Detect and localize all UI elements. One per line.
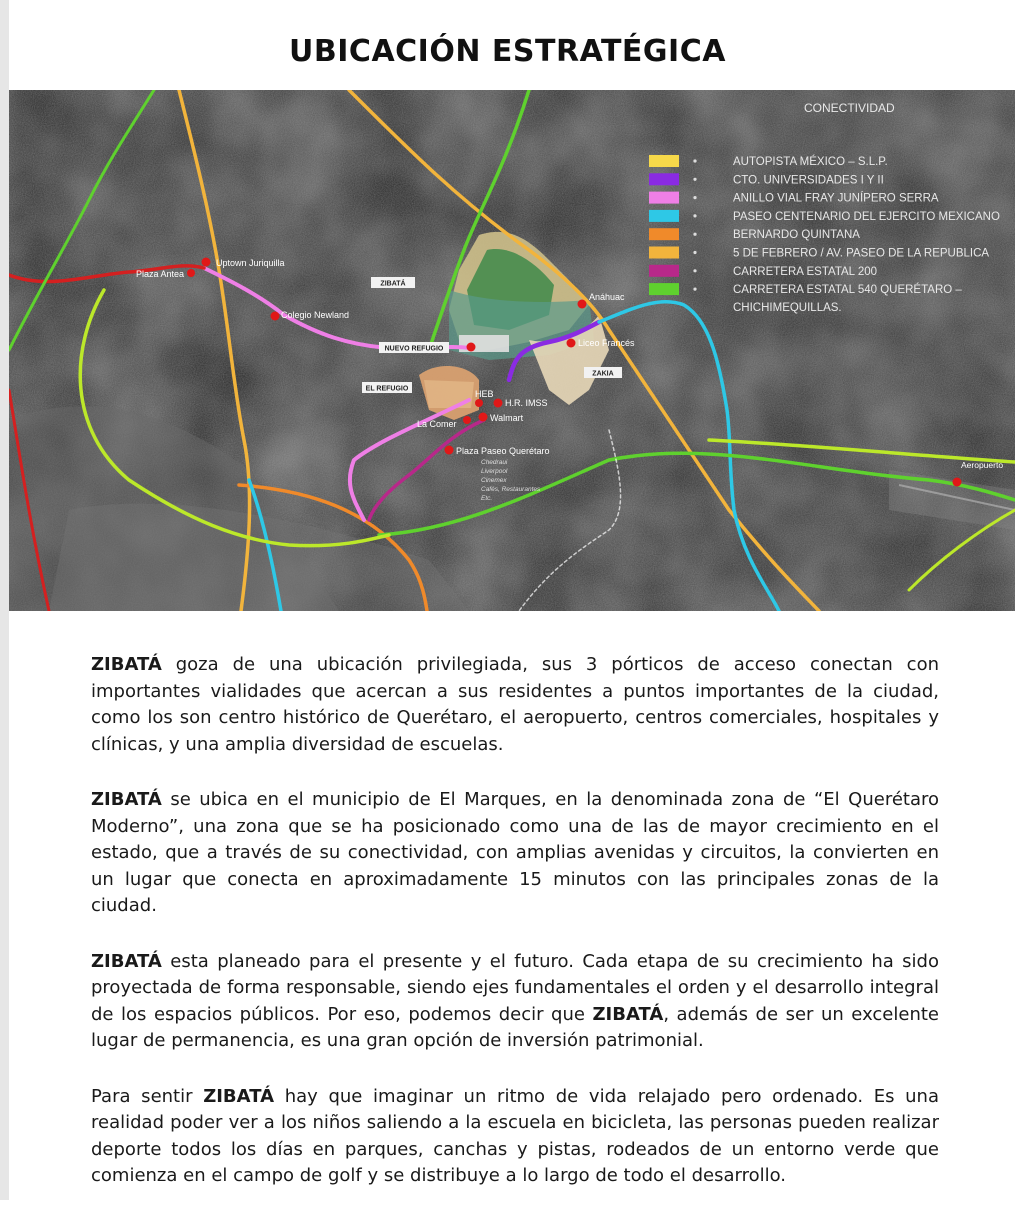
- place-newland: Colegio Newland: [281, 310, 350, 320]
- legend-swatch: [649, 210, 679, 222]
- legend-label: ANILLO VIAL FRAY JUNÍPERO SERRA: [733, 192, 939, 205]
- legend-label: PASEO CENTENARIO DEL EJERCITO MEXICANO: [733, 210, 1000, 223]
- legend-bullet: [693, 214, 696, 217]
- zone-tag-nuevo-refugio: [379, 342, 449, 353]
- body-text: [91, 652, 939, 1219]
- paseo-sub-item: Etc.: [481, 495, 493, 502]
- legend-swatch: [649, 265, 679, 277]
- zone-label-zakia: ZAKIA: [592, 370, 614, 378]
- paseo-sub-item: Cafés, Restaurantes: [481, 486, 541, 493]
- legend-label: AUTOPISTA MÉXICO – S.L.P.: [733, 156, 888, 168]
- legend-swatch: [649, 173, 679, 185]
- marker-uptown: [202, 258, 211, 267]
- legend-swatch: [649, 192, 679, 204]
- marker-antea: [187, 269, 195, 277]
- legend-label: BERNARDO QUINTANA: [733, 229, 860, 242]
- page-edge: [0, 0, 9, 1200]
- zone-label-nuevo-refugio: NUEVO REFUGIO: [384, 345, 444, 353]
- place-anahuac: Anáhuac: [589, 292, 625, 302]
- zone-tag-zibata: [371, 277, 415, 288]
- paragraph-4: Para sentir ZIBATÁ hay que imaginar un ritmo de vida relajado pero ordenado. Es una realidad poder ver a los niños saliendo a la escuela en bicicleta, las personas pueden realizar deporte todos los días en parques, canchas y pistas, rodeados de un entorno verde que comienza en el campo de golf y se distribuye a lo largo de todo el desarrollo.: [91, 1085, 939, 1186]
- paseo-sub-item: Liverpool: [481, 468, 508, 475]
- marker-nuevo-refugio: [467, 343, 476, 352]
- paragraph-3: ZIBATÁ esta planeado para el presente y el futuro. Cada etapa de su crecimiento ha sido proyectada de forma responsable, siendo ejes fundamentales el orden y el desarrollo integral de los espacios públicos. Por eso, podemos decir que ZIBATÁ, además de ser un excelente lugar de permanencia, es una gran opción de inversión patrimonial.: [91, 950, 939, 1051]
- legend-label: 5 DE FEBRERO / AV. PASEO DE LA REPUBLICA: [733, 247, 990, 260]
- marker-aeropuerto: [953, 478, 962, 487]
- place-liceo: Liceo Francés: [578, 338, 635, 348]
- marker-walmart: [479, 413, 488, 422]
- legend-title: CONECTIVIDAD: [804, 101, 895, 115]
- place-aeropuerto: Aeropuerto: [961, 460, 1004, 470]
- marker-heb: [475, 399, 483, 407]
- paseo-sub-item: Chedraui: [481, 459, 508, 466]
- paragraph-1: ZIBATÁ goza de una ubicación privilegiada, sus 3 pórticos de acceso conectan con importantes vialidades que acercan a sus residentes a puntos importantes de la ciudad, como los son centro histórico de Querétaro, el aeropuerto, centros comerciales, hospitales y clínicas, y una amplia diversidad de escuelas.: [91, 654, 939, 755]
- marker-lacomer: [463, 416, 471, 424]
- marker-liceo: [567, 339, 576, 348]
- legend-swatch: [649, 247, 679, 259]
- place-lacomer: La Comer: [417, 419, 457, 429]
- legend-bullet: [693, 178, 696, 181]
- zone-label-el-refugio: EL REFUGIO: [365, 385, 409, 393]
- marker-paseo: [445, 446, 454, 455]
- zone-label-zibata: ZIBATÁ: [380, 280, 406, 288]
- zone-tag-el-refugio: [362, 382, 412, 393]
- legend-label: CARRETERA ESTATAL 540 QUERÉTARO –: [733, 284, 962, 297]
- place-paseo: Plaza Paseo Querétaro: [456, 446, 550, 456]
- place-heb: HEB: [475, 389, 494, 399]
- legend-label-continued: CHICHIMEQUILLAS.: [733, 302, 842, 315]
- place-walmart: Walmart: [490, 413, 524, 423]
- place-antea: Plaza Antea: [136, 269, 185, 279]
- legend-bullet: [693, 159, 696, 162]
- connectivity-map: [9, 90, 1015, 611]
- marker-newland: [271, 312, 280, 321]
- marker-imss: [494, 399, 503, 408]
- legend-bullet: [693, 269, 696, 272]
- legend-label: CTO. UNIVERSIDADES I Y II: [733, 174, 884, 187]
- legend-swatch: [649, 283, 679, 295]
- marker-anahuac: [578, 300, 587, 309]
- page-title: UBICACIÓN ESTRATÉGICA: [289, 34, 726, 69]
- legend-bullet: [693, 233, 696, 236]
- legend-bullet: [693, 288, 696, 291]
- paseo-sub-item: Cinemex: [481, 477, 507, 484]
- legend-swatch: [649, 228, 679, 240]
- zone-tag-zakia: [584, 367, 622, 378]
- place-imss: H.R. IMSS: [505, 398, 548, 408]
- legend-bullet: [693, 196, 696, 199]
- legend-label: CARRETERA ESTATAL 200: [733, 265, 878, 278]
- legend-bullet: [693, 251, 696, 254]
- place-uptown: Uptown Juriquilla: [216, 258, 285, 268]
- legend-swatch: [649, 155, 679, 167]
- paragraph-2: ZIBATÁ se ubica en el municipio de El Marques, en la denominada zona de “El Querétaro Moderno”, una zona que se ha posicionado como una de las de mayor crecimiento en el estado, que a través de su conectividad, con amplias avenidas y circuitos, la convierten en un lugar que conecta en aproximadamente 15 minutos con las principales zonas de la ciudad.: [91, 789, 939, 916]
